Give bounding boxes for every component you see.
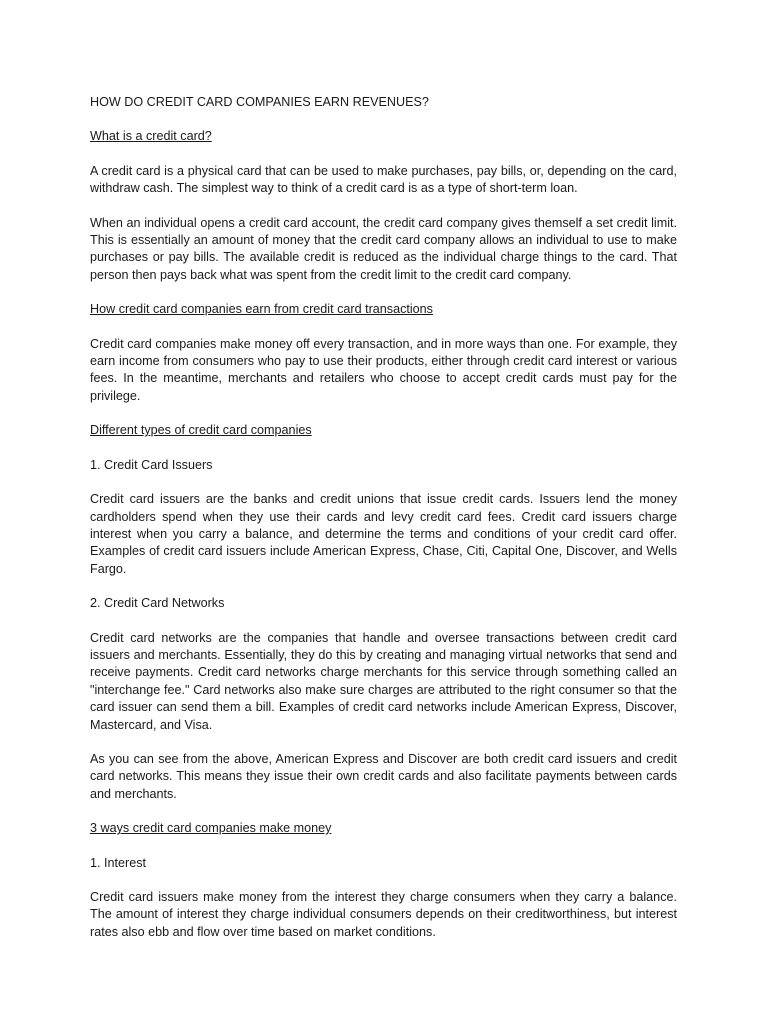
- list-item-heading: 1. Interest: [90, 855, 147, 870]
- document-page: [90, 94, 677, 958]
- section-heading-how-earn: How credit card companies earn from credit card transactions: [90, 302, 433, 317]
- section-heading-types: Different types of credit card companies: [90, 423, 312, 438]
- document-title: HOW DO CREDIT CARD COMPANIES EARN REVENUES?: [90, 95, 429, 109]
- section-heading-what-is: What is a credit card?: [90, 129, 212, 144]
- paragraph: Credit card networks are the companies that handle and oversee transactions between credit card issuers and merchants. Essentially, they do this by creating and managing virtual networks that send and receive payments. Credit card networks charge merchants for this service through something called an "interchange fee." Card networks also make sure charges are attributed to the right consumer so that the card issuer can send them a bill. Examples of credit card networks include American Express, Discover, Mastercard, and Visa.: [90, 630, 677, 732]
- section-heading-ways: 3 ways credit card companies make money: [90, 821, 332, 836]
- paragraph: Credit card issuers make money from the interest they charge consumers when they carry a balance. The amount of interest they charge individual consumers depends on their creditworthiness, but interest rates also ebb and flow over time based on market conditions.: [90, 890, 677, 939]
- paragraph: Credit card issuers are the banks and credit unions that issue credit cards. Issuers lend the money cardholders spend when they use their cards and levy credit card fees. Credit card issuers charge interest when you carry a balance, and determine the terms and conditions of your credit card offer. Examples of credit card issuers include American Express, Chase, Citi, Capital One, Discover, and Wells Fargo.: [90, 492, 677, 576]
- list-item-heading: 2. Credit Card Networks: [90, 596, 225, 611]
- paragraph: As you can see from the above, American Express and Discover are both credit card issuers and credit card networks. This means they issue their own credit cards and also facilitate payments between cards and merchants.: [90, 751, 677, 801]
- paragraph: When an individual opens a credit card account, the credit card company gives themself a set credit limit. This is essentially an amount of money that the credit card company allows an individual to use to make purchases or pay bills. The available credit is reduced as the individual charge things to the card. That person then pays back what was spent from the credit limit to the credit card company.: [90, 215, 677, 282]
- paragraph: Credit card companies make money off every transaction, and in more ways than one. For example, they earn income from consumers who pay to use their products, either through credit card interest or various fees. In the meantime, merchants and retailers who choose to accept credit cards must pay for the privilege.: [90, 336, 677, 403]
- list-item-heading: 1. Credit Card Issuers: [90, 457, 213, 472]
- paragraph: A credit card is a physical card that can be used to make purchases, pay bills, or, depending on the card, withdraw cash. The simplest way to think of a credit card is as a type of short-term loan.: [90, 163, 677, 196]
